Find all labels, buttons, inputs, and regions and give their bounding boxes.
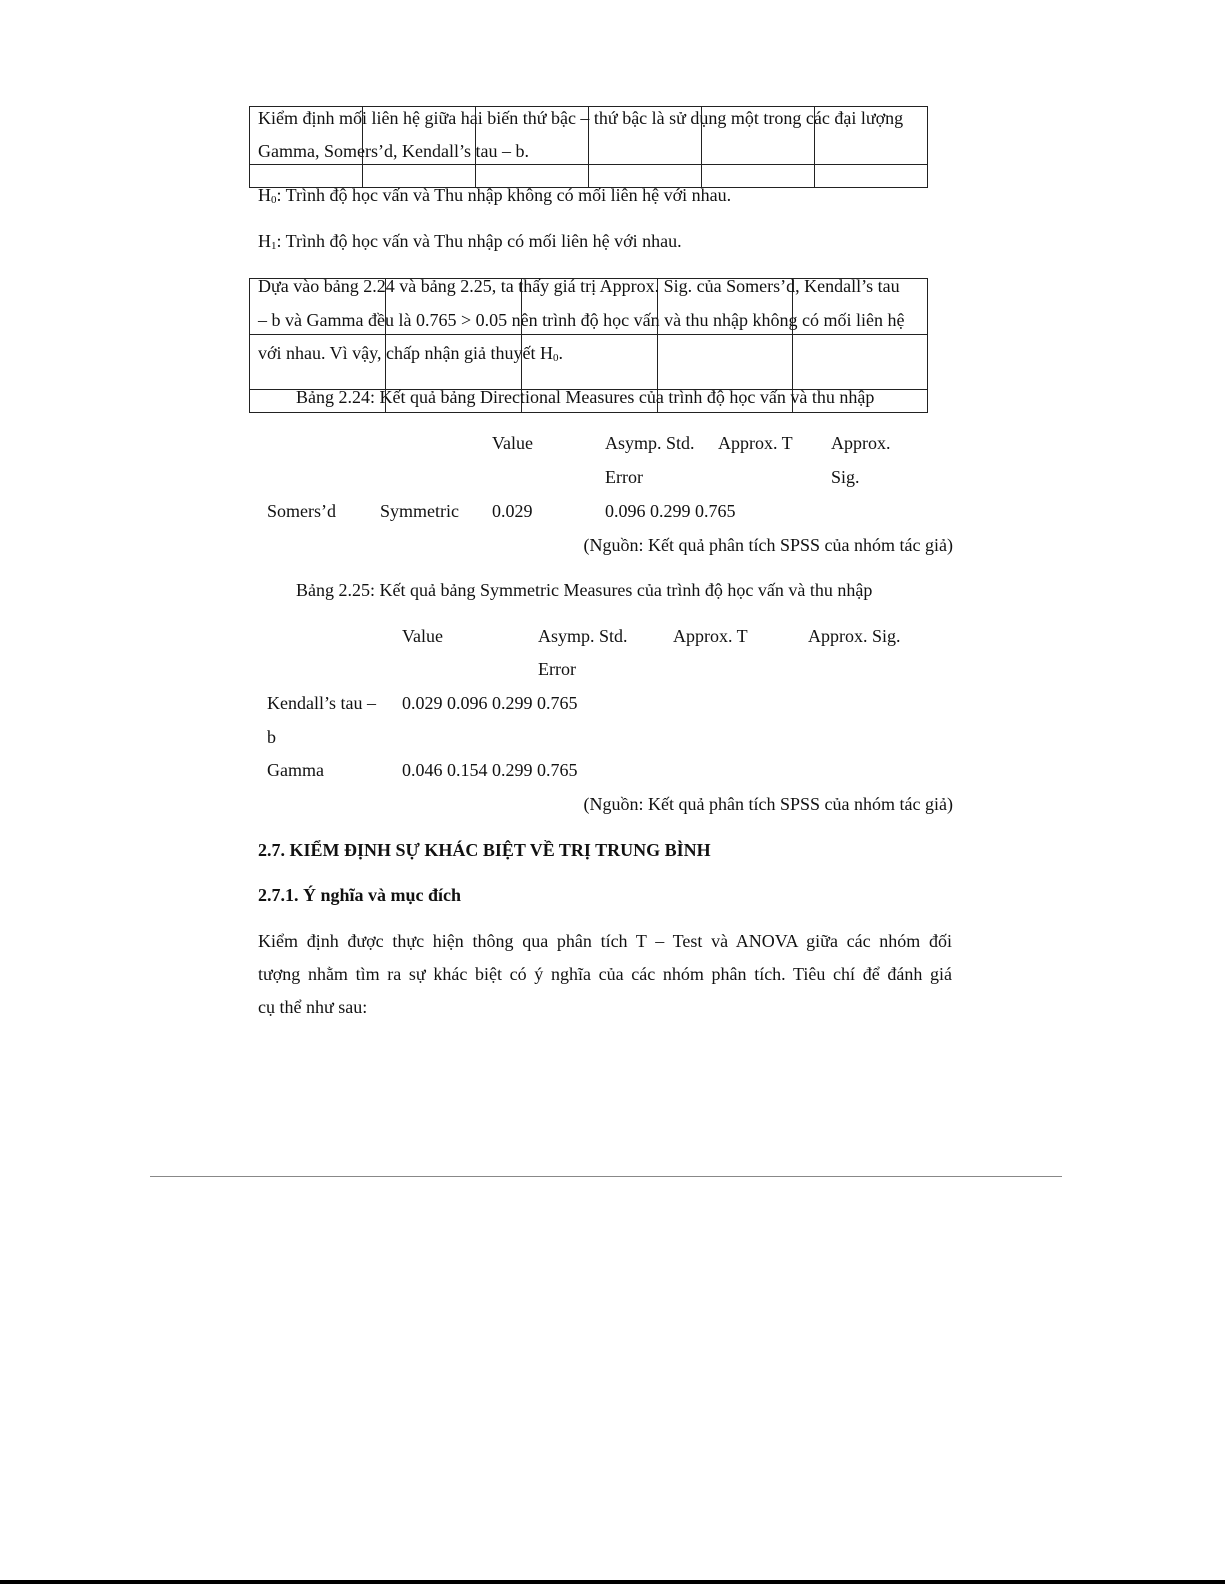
section-heading: 2.7. KIỂM ĐỊNH SỰ KHÁC BIỆT VỀ TRỊ TRUNG BÌNH [258, 840, 711, 860]
h0-text: : Trình độ học vấn và Thu nhập không có mối liên hệ với nhau. [276, 185, 732, 205]
t225-row-label-cont: b [267, 727, 276, 747]
table-224-caption: Bảng 2.24: Kết quả bảng Directional Measures của trình độ học vấn và thu nhập [296, 387, 875, 407]
conclusion-line-3-end: . [558, 343, 563, 363]
h0-subscript: 0 [271, 194, 277, 206]
hypothesis-h1 [258, 231, 682, 252]
page-bottom-edge [0, 1580, 1225, 1584]
grid-line [250, 334, 927, 335]
t224-header-value: Value [492, 433, 533, 453]
t225-header-approx-sig: Approx. Sig. [808, 626, 901, 646]
t225-header-approx-t: Approx. T [673, 626, 748, 646]
conclusion-line-2: – b và Gamma đều là 0.765 > 0.05 nên trình độ học vấn và thu nhập không có mối liên hệ [258, 310, 905, 330]
hypothesis-h0 [258, 185, 731, 206]
t225-header-asymp-1: Asymp. Std. [538, 626, 628, 646]
h0-prefix: H [258, 185, 271, 205]
section-para-line-2: tượng nhằm tìm ra sự khác biệt có ý nghĩa của các nhóm phân tích. Tiêu chí để đánh giá [258, 964, 952, 984]
t224-cell-type: Symmetric [380, 501, 459, 521]
subsection-heading: 2.7.1. Ý nghĩa và mục đích [258, 885, 462, 905]
grid-line [250, 164, 927, 165]
intro-line-1: Kiểm định mối liên hệ giữa hai biến thứ bậc – thứ bậc là sử dụng một trong các đại lượng [258, 108, 904, 128]
t224-header-asymp-1: Asymp. Std. [605, 433, 695, 453]
t225-header-value: Value [402, 626, 443, 646]
h1-subscript: 1 [271, 240, 277, 252]
h1-prefix: H [258, 231, 271, 251]
t225-row-label: Kendall’s tau – [267, 693, 376, 713]
t225-row-values: 0.046 0.154 0.299 0.765 [402, 760, 578, 780]
conclusion-line-3-text: với nhau. Vì vậy, chấp nhận giả thuyết H [258, 343, 553, 363]
t224-header-approx-sig-2: Sig. [831, 467, 860, 487]
intro-line-2: Gamma, Somers’d, Kendall’s tau – b. [258, 141, 529, 161]
t225-header-asymp-2: Error [538, 659, 576, 679]
conclusion-subscript: 0 [552, 352, 559, 364]
t224-source: (Nguồn: Kết quả phân tích SPSS của nhóm tác giả) [583, 535, 953, 555]
t224-cell-value: 0.029 [492, 501, 533, 521]
section-para-line-3: cụ thể như sau: [258, 997, 368, 1017]
t224-cell-rest: 0.096 0.299 0.765 [605, 501, 736, 521]
conclusion-line-3 [258, 343, 563, 364]
t225-source: (Nguồn: Kết quả phân tích SPSS của nhóm tác giả) [583, 794, 953, 814]
t225-row-values: 0.029 0.096 0.299 0.765 [402, 693, 578, 713]
t224-header-asymp-2: Error [605, 467, 643, 487]
t224-header-approx-sig-1: Approx. [831, 433, 891, 453]
table-225-caption: Bảng 2.25: Kết quả bảng Symmetric Measures của trình độ học vấn và thu nhập [296, 580, 873, 600]
t224-cell-measure: Somers’d [267, 501, 336, 521]
page-divider [150, 1176, 1062, 1177]
section-para-line-1: Kiểm định được thực hiện thông qua phân tích T – Test và ANOVA giữa các nhóm đối [258, 931, 952, 951]
conclusion-line-1: Dựa vào bảng 2.24 và bảng 2.25, ta thấy giá trị Approx. Sig. của Somers’d, Kendall’s tau [258, 276, 900, 296]
t225-row-label: Gamma [267, 760, 324, 780]
t224-header-approx-t: Approx. T [718, 433, 793, 453]
h1-text: : Trình độ học vấn và Thu nhập có mối liên hệ với nhau. [276, 231, 682, 251]
